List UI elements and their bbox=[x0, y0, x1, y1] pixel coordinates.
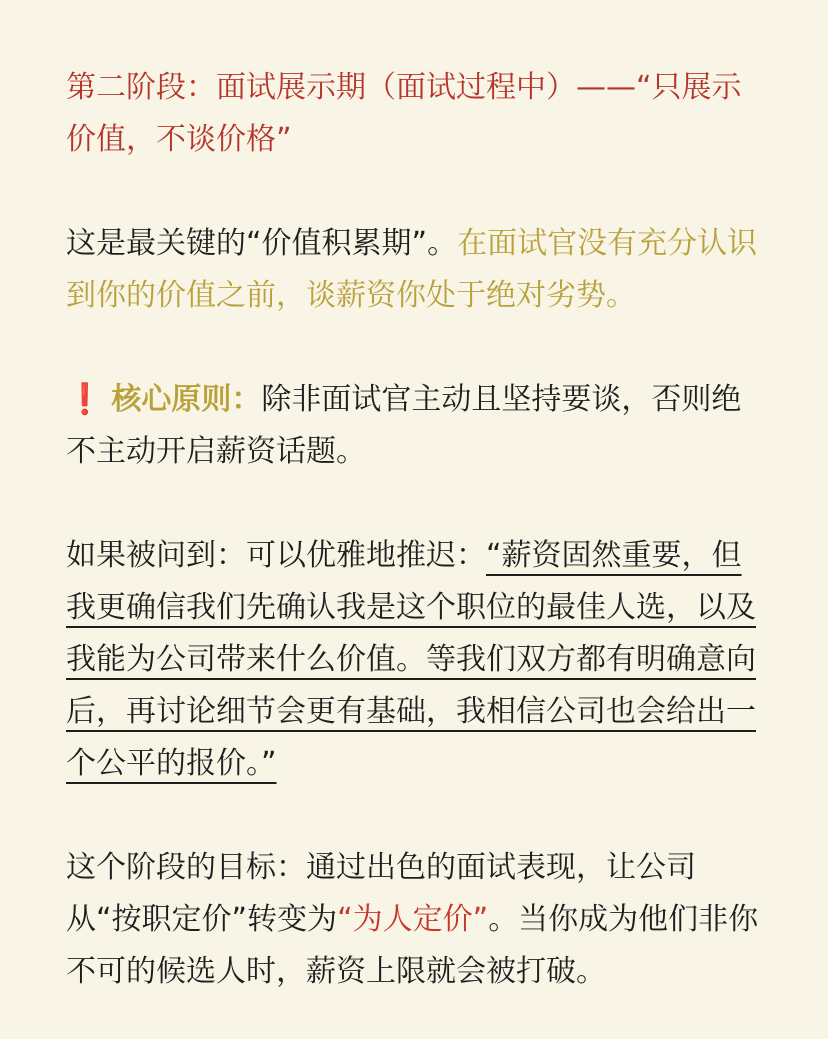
spacer bbox=[66, 790, 764, 842]
paragraph-value-accumulation bbox=[66, 218, 764, 322]
spacer bbox=[66, 322, 764, 374]
goal-text-start: 这个阶段的目标：通过出色的面试表现，让公司从“按职定价”转变为 bbox=[66, 850, 696, 937]
suggested-reply-quote: “薪资固然重要，但我更确信我们先确认我是这个职位的最佳人选，以及我能为公司带来什么价值。等我们双方都有明确意向后，再讨论细节会更有基础，我相信公司也会给出一个公平的报价。” bbox=[66, 538, 756, 781]
core-principle bbox=[66, 374, 764, 478]
paragraph-lead: 这是最关键的“价值积累期”。 bbox=[66, 226, 458, 261]
goal-highlight: “为人定价” bbox=[337, 902, 489, 937]
if-asked-lead: 如果被问到：可以优雅地推迟： bbox=[66, 538, 486, 573]
spacer bbox=[66, 478, 764, 530]
goal-text-end: 。当你成为他们非你不可的候选人时，薪资上限就会被打破。 bbox=[66, 902, 759, 989]
exclamation-icon: ❗ bbox=[66, 382, 104, 417]
if-asked-paragraph bbox=[66, 530, 764, 790]
paragraph-highlight: 在面试官没有充分认识到你的价值之前，谈薪资你处于绝对劣势。 bbox=[66, 226, 758, 313]
stage-goal-paragraph bbox=[66, 842, 764, 998]
spacer bbox=[66, 166, 764, 218]
core-principle-label: 核心原则： bbox=[111, 382, 262, 417]
section-heading: 第二阶段：面试展示期（面试过程中）——“只展示价值，不谈价格” bbox=[66, 70, 742, 157]
core-principle-text: 除非面试官主动且坚持要谈，否则绝不主动开启薪资话题。 bbox=[66, 382, 742, 469]
